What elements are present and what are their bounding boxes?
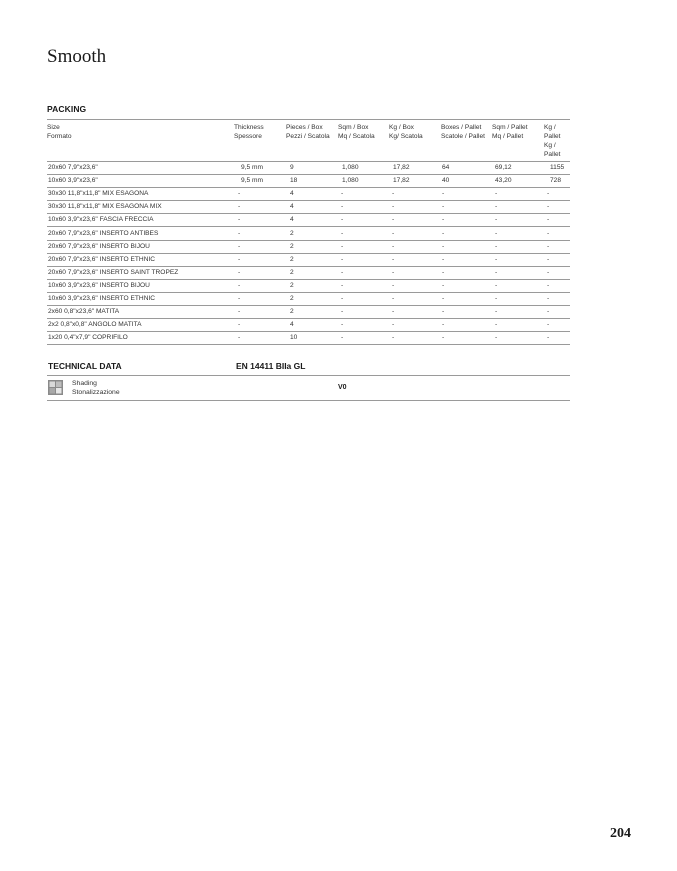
packing-column-header — [389, 120, 441, 162]
table-cell: - — [338, 279, 389, 292]
technical-section-title: TECHNICAL DATA — [48, 361, 122, 371]
column-header-line2: Kg / Pallet — [544, 142, 561, 158]
table-cell: 2 — [286, 279, 338, 292]
table-cell: - — [441, 253, 492, 266]
page-title: Smooth — [47, 46, 107, 67]
table-cell: 10 — [286, 332, 338, 345]
table-row — [47, 227, 570, 240]
table-row — [47, 279, 570, 292]
table-cell: - — [338, 201, 389, 214]
table-cell: - — [492, 332, 544, 345]
table-row — [47, 188, 570, 201]
packing-column-header — [441, 120, 492, 162]
table-cell: - — [389, 188, 441, 201]
table-cell: - — [234, 306, 286, 319]
table-cell: 2x60 0,8"x23,6" MATITA — [47, 306, 234, 319]
table-cell: - — [389, 306, 441, 319]
column-header-line1: Size — [47, 124, 60, 131]
table-cell: - — [492, 214, 544, 227]
table-cell: 30x30 11,8"x11,8" MIX ESAGONA — [47, 188, 234, 201]
table-cell: 43,20 — [492, 175, 544, 188]
table-cell: - — [338, 332, 389, 345]
shading-label — [72, 380, 120, 397]
table-cell: - — [492, 319, 544, 332]
table-cell: - — [544, 227, 570, 240]
table-cell: - — [389, 253, 441, 266]
table-cell: - — [234, 279, 286, 292]
table-cell: 20x60 7,9"x23,6" INSERTO BIJOU — [47, 240, 234, 253]
table-cell: 2 — [286, 266, 338, 279]
shading-value: V0 — [338, 384, 347, 391]
table-cell: - — [389, 227, 441, 240]
table-cell: - — [492, 266, 544, 279]
table-cell: - — [338, 292, 389, 305]
table-cell: - — [441, 319, 492, 332]
packing-section-title: PACKING — [47, 104, 87, 114]
table-cell: - — [441, 201, 492, 214]
table-row — [47, 266, 570, 279]
table-cell: - — [492, 227, 544, 240]
table-cell: 4 — [286, 188, 338, 201]
packing-column-header — [234, 120, 286, 162]
column-header-line2: Scatole / Pallet — [441, 133, 485, 140]
table-cell: 2x2 0,8"x0,8" ANGOLO MATITA — [47, 319, 234, 332]
shading-icon — [48, 380, 63, 395]
table-cell: 2 — [286, 253, 338, 266]
table-cell: 2 — [286, 227, 338, 240]
column-header-line2: Spessore — [234, 133, 262, 140]
table-row — [47, 162, 570, 175]
packing-column-header — [286, 120, 338, 162]
column-header-line1: Sqm / Box — [338, 124, 369, 131]
table-cell: - — [234, 266, 286, 279]
column-header-line1: Kg / Pallet — [544, 124, 561, 140]
column-header-line2: Mq / Scatola — [338, 133, 375, 140]
table-row — [47, 292, 570, 305]
packing-column-header — [492, 120, 544, 162]
packing-column-header — [544, 120, 570, 162]
table-cell: - — [389, 279, 441, 292]
column-header-line2: Mq / Pallet — [492, 133, 524, 140]
table-cell: - — [389, 214, 441, 227]
table-cell: - — [492, 279, 544, 292]
table-cell: - — [544, 292, 570, 305]
packing-column-header — [338, 120, 389, 162]
table-cell: 10x60 3,9"x23,6" INSERTO BIJOU — [47, 279, 234, 292]
table-cell: 4 — [286, 319, 338, 332]
table-cell: 1,080 — [338, 162, 389, 175]
table-cell: - — [338, 266, 389, 279]
table-cell: 4 — [286, 201, 338, 214]
table-cell: 10x60 3,9"x23,6" — [47, 175, 234, 188]
table-cell: - — [234, 292, 286, 305]
table-cell: - — [544, 266, 570, 279]
table-cell: 9 — [286, 162, 338, 175]
table-cell: - — [389, 319, 441, 332]
table-cell: - — [441, 266, 492, 279]
column-header-line2: Formato — [47, 133, 72, 140]
table-cell: 40 — [441, 175, 492, 188]
table-cell: - — [234, 240, 286, 253]
table-cell: - — [441, 214, 492, 227]
table-row — [47, 214, 570, 227]
table-cell: - — [234, 253, 286, 266]
table-cell: - — [441, 240, 492, 253]
table-row — [47, 175, 570, 188]
table-cell: 64 — [441, 162, 492, 175]
table-row — [47, 306, 570, 319]
table-cell: - — [441, 292, 492, 305]
shading-row — [47, 376, 570, 401]
table-cell: - — [338, 253, 389, 266]
table-cell: - — [234, 214, 286, 227]
table-cell: - — [492, 253, 544, 266]
table-row — [47, 319, 570, 332]
table-cell: - — [441, 188, 492, 201]
table-cell: - — [338, 227, 389, 240]
table-row — [47, 201, 570, 214]
table-cell: - — [544, 253, 570, 266]
table-cell: - — [492, 240, 544, 253]
table-cell: - — [492, 188, 544, 201]
table-row — [47, 253, 570, 266]
column-header-line2: Pezzi / Scatola — [286, 133, 330, 140]
table-row — [47, 332, 570, 345]
table-cell: 69,12 — [492, 162, 544, 175]
table-cell: 20x60 7,9"x23,6" INSERTO SAINT TROPEZ — [47, 266, 234, 279]
table-cell: - — [544, 319, 570, 332]
table-cell: 30x30 11,8"x11,8" MIX ESAGONA MIX — [47, 201, 234, 214]
technical-standard: EN 14411 BIIa GL — [236, 361, 306, 371]
table-cell: - — [544, 306, 570, 319]
table-cell: 2 — [286, 240, 338, 253]
table-cell: 17,82 — [389, 175, 441, 188]
packing-header-row — [47, 120, 570, 162]
table-cell: - — [544, 332, 570, 345]
technical-data-header — [47, 361, 570, 376]
table-cell: - — [389, 240, 441, 253]
table-cell: - — [544, 201, 570, 214]
table-cell: 728 — [544, 175, 570, 188]
table-cell: - — [492, 201, 544, 214]
table-cell: 2 — [286, 306, 338, 319]
table-cell: - — [441, 279, 492, 292]
table-cell: - — [338, 188, 389, 201]
table-cell: - — [338, 319, 389, 332]
column-header-line1: Pieces / Box — [286, 124, 323, 131]
column-header-line1: Boxes / Pallet — [441, 124, 482, 131]
table-cell: - — [234, 201, 286, 214]
table-cell: - — [234, 319, 286, 332]
table-cell: - — [544, 188, 570, 201]
table-cell: 18 — [286, 175, 338, 188]
table-cell: - — [234, 227, 286, 240]
table-cell: 1x20 0,4"x7,9" COPRIFILO — [47, 332, 234, 345]
table-cell: - — [441, 227, 492, 240]
table-cell: - — [544, 240, 570, 253]
table-cell: - — [338, 306, 389, 319]
column-header-line1: Thickness — [234, 124, 264, 131]
table-cell: - — [389, 332, 441, 345]
packing-table — [47, 119, 570, 345]
table-cell: 2 — [286, 292, 338, 305]
table-cell: 1,080 — [338, 175, 389, 188]
page-number: 204 — [610, 826, 631, 841]
table-cell: 9,5 mm — [234, 162, 286, 175]
table-cell: 10x60 3,9"x23,6" FASCIA FRECCIA — [47, 214, 234, 227]
table-cell: 9,5 mm — [234, 175, 286, 188]
table-cell: 17,82 — [389, 162, 441, 175]
packing-column-header — [47, 120, 234, 162]
column-header-line2: Kg/ Scatola — [389, 133, 423, 140]
table-cell: 20x60 7,9"x23,6" INSERTO ETHNIC — [47, 253, 234, 266]
table-cell: - — [338, 214, 389, 227]
table-cell: 20x60 7,9"x23,6" — [47, 162, 234, 175]
table-row — [47, 240, 570, 253]
table-cell: 1155 — [544, 162, 570, 175]
table-cell: 20x60 7,9"x23,6" INSERTO ANTIBES — [47, 227, 234, 240]
table-cell: - — [389, 292, 441, 305]
table-cell: - — [389, 266, 441, 279]
table-cell: - — [492, 306, 544, 319]
table-cell: - — [441, 332, 492, 345]
table-cell: - — [234, 188, 286, 201]
table-cell: 10x60 3,9"x23,6" INSERTO ETHNIC — [47, 292, 234, 305]
table-cell: - — [234, 332, 286, 345]
table-cell: - — [492, 292, 544, 305]
table-cell: - — [338, 240, 389, 253]
table-cell: - — [389, 201, 441, 214]
column-header-line1: Sqm / Pallet — [492, 124, 528, 131]
table-cell: 4 — [286, 214, 338, 227]
table-cell: - — [544, 214, 570, 227]
shading-label-en: Shading — [72, 380, 97, 387]
table-cell: - — [441, 306, 492, 319]
column-header-line1: Kg / Box — [389, 124, 414, 131]
shading-label-it: Stonalizzazione — [72, 388, 120, 396]
table-cell: - — [544, 279, 570, 292]
